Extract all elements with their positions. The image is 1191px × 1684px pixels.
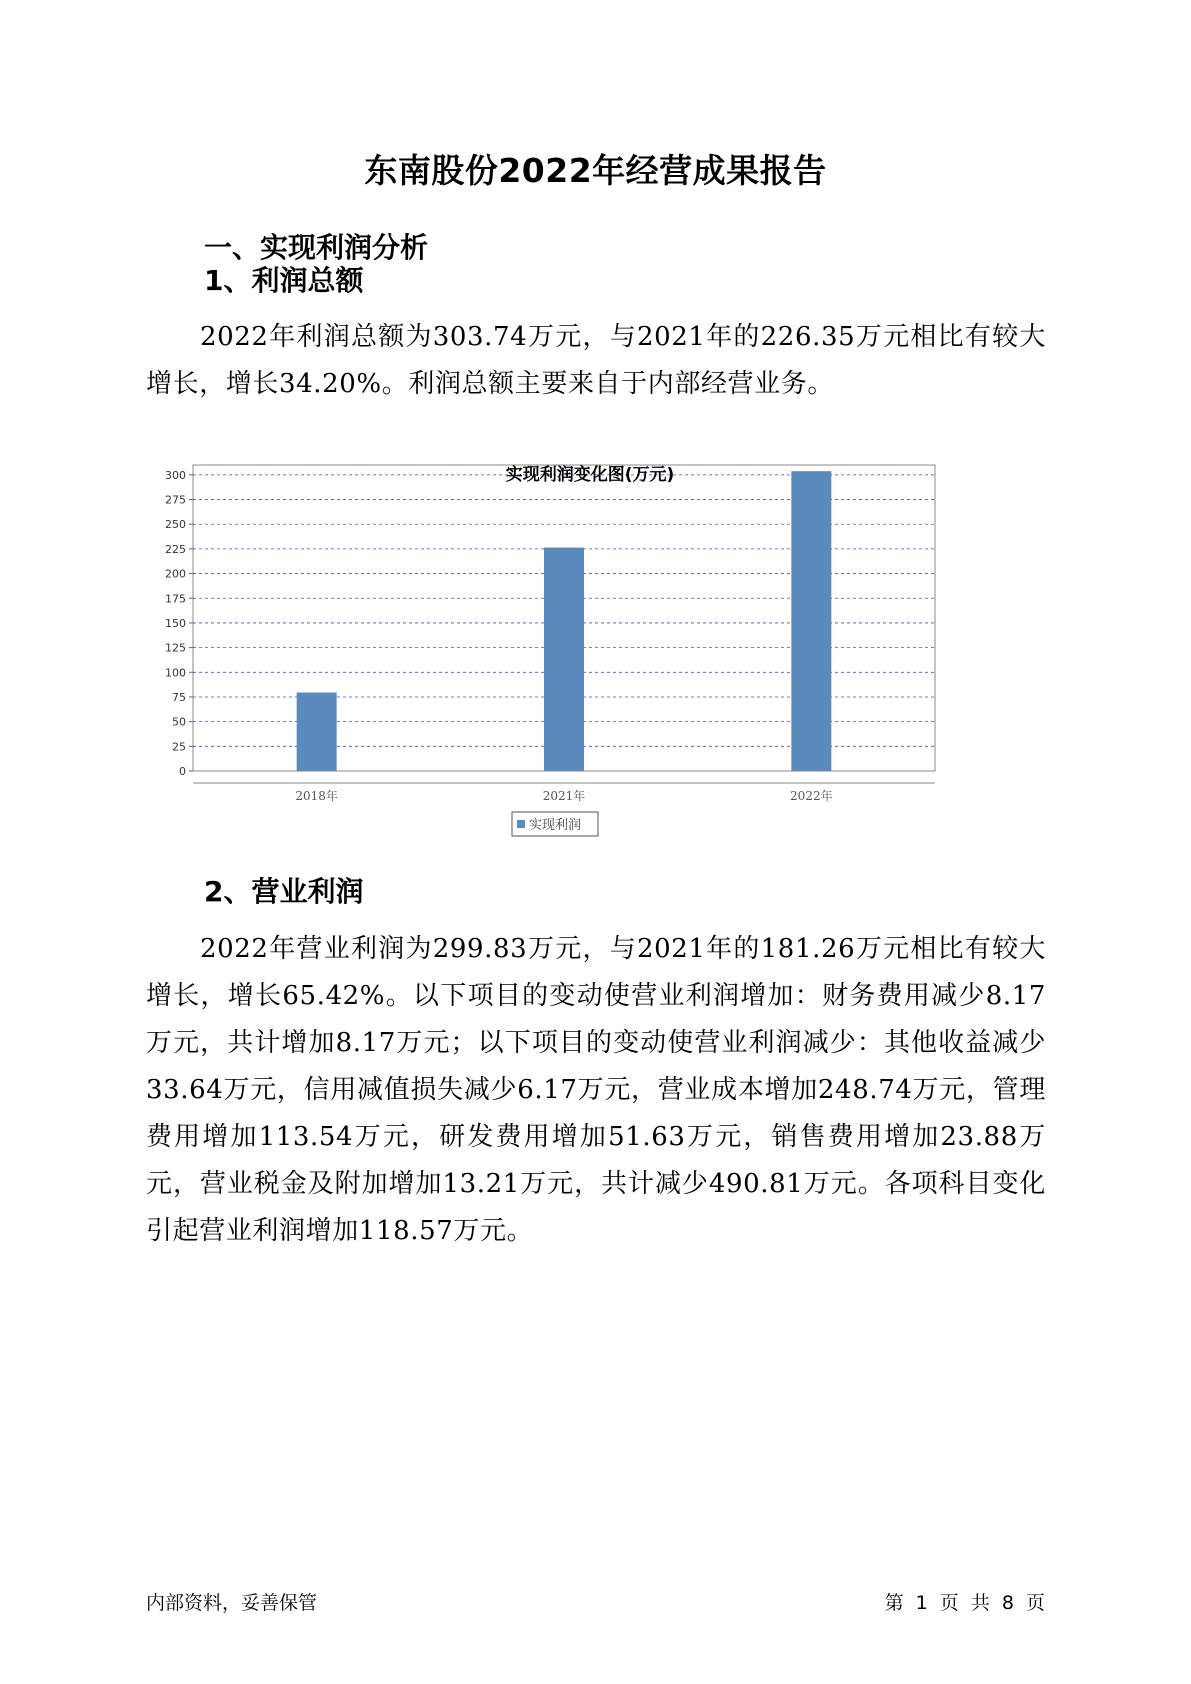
y-tick-label: 75: [172, 690, 186, 704]
y-tick-label: 250: [165, 518, 186, 532]
y-tick-label: 175: [165, 592, 186, 606]
x-tick-label: 2022年: [790, 789, 833, 803]
y-tick-label: 100: [165, 666, 186, 680]
chart-canvas: [150, 450, 1030, 910]
y-tick-label: 150: [165, 616, 186, 630]
y-tick-label: 225: [165, 542, 186, 556]
x-tick-label: 2021年: [542, 789, 586, 803]
y-tick-label: 275: [165, 493, 186, 507]
x-tick-label: 2018年: [295, 789, 338, 803]
section-heading-profit-analysis: 一、实现利润分析: [204, 231, 429, 264]
y-tick-label: 50: [172, 715, 186, 729]
legend-swatch: [517, 820, 525, 828]
bar-2022年: [791, 471, 831, 771]
bar-2021年: [544, 548, 584, 771]
bar-2018年: [297, 693, 337, 771]
chart-title: 实现利润变化图(万元): [505, 465, 675, 485]
y-tick-label: 0: [179, 765, 186, 778]
y-tick-label: 200: [165, 567, 186, 581]
operating-profit-paragraph: 2022年营业利润为299.83万元，与2021年的181.26万元相比有较大增长，增长65.42%。以下项目的变动使营业利润增加：财务费用减少8.17万元，共计增加8.17万元；以下项目的变动使营业利润减少：其他收益减少33.64万元，信用减值损失减少6.17万元，营业成本增加248.74万元，管理费用增加113.54万元，研发费用增加51.63万元，销售费用增加23.88万元，营业税金及附加增加13.21万元，共计减少490.81万元。各项科目变化引起营业利润增加118.57万元。: [146, 934, 1046, 1246]
y-tick-label: 25: [172, 740, 186, 754]
total-profit-paragraph: 2022年利润总额为303.74万元，与2021年的226.35万元相比有较大增长，增长34.20%。利润总额主要来自于内部经营业务。: [146, 322, 1046, 399]
y-tick-label: 125: [165, 641, 186, 655]
subsection-heading-total-profit: 1、利润总额: [204, 264, 364, 297]
legend-label: 实现利润: [529, 818, 582, 833]
footer-confidential-note: 内部资料，妥善保管: [146, 1592, 318, 1614]
footer-page-number: 第 1 页 共 8 页: [884, 1592, 1045, 1614]
subsection-heading-operating-profit: 2、营业利润: [204, 875, 364, 908]
document-title: 东南股份2022年经营成果报告: [364, 151, 827, 190]
y-tick-label: 300: [165, 468, 186, 482]
profit-bar-chart: [150, 450, 1030, 910]
